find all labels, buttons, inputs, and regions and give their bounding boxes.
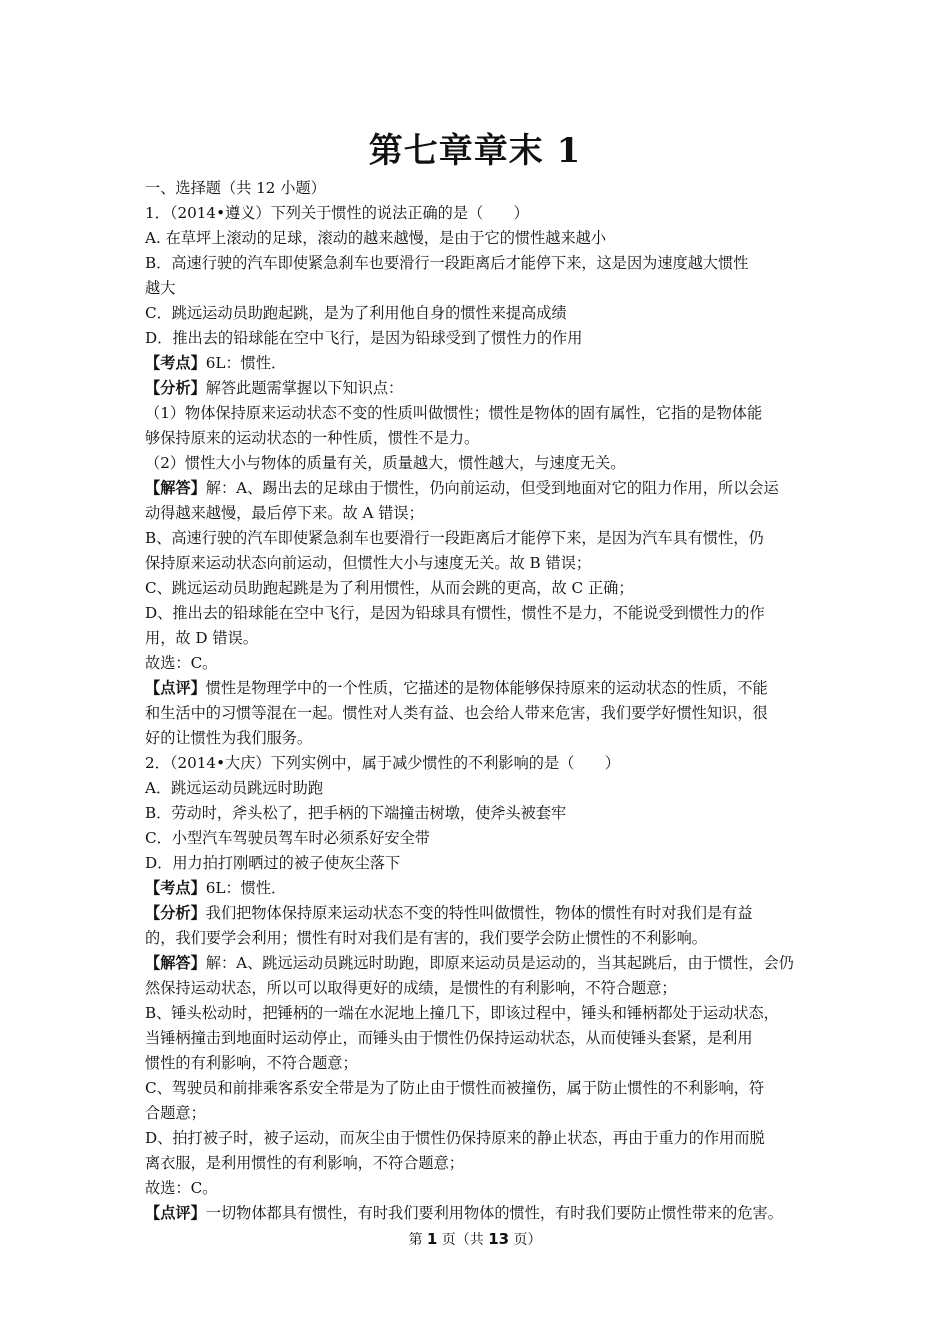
kaodian-text: 6L：惯性． <box>205 879 287 897</box>
question-1-jieda-line: 保持原来运动状态向前运动，但惯性大小与速度无关。故 B 错误； <box>145 554 592 572</box>
question-2-fenxi <box>145 901 813 926</box>
fenxi-text: 我们把物体保持原来运动状态不变的特性叫做惯性，物体的惯性有时对我们是有益 <box>205 904 753 922</box>
document-body <box>145 176 813 1226</box>
question-2-jieda-line: C、驾驶员和前排乘客系安全带是为了防止由于惯性而被撞伤，属于防止惯性的不利影响，符 <box>145 1079 765 1097</box>
question-1-answer: 故选：C。 <box>145 654 218 672</box>
kaodian-text: 6L：惯性． <box>205 354 287 372</box>
question-2-jieda-line: 然保持运动状态，所以可以取得更好的成绩，是惯性的有利影响，不符合题意； <box>145 979 677 997</box>
question-2-option-c: C．小型汽车驾驶员驾车时必须系好安全带 <box>145 829 430 847</box>
question-1-jieda-line: C、跳远运动员助跑起跳是为了利用惯性，从而会跳的更高，故 C 正确； <box>145 579 634 597</box>
question-1-dianping-line: 好的让惯性为我们服务。 <box>145 729 313 747</box>
jieda-tag: 【解答】 <box>145 954 206 972</box>
dianping-text: 一切物体都具有惯性，有时我们要利用物体的惯性，有时我们要防止惯性带来的危害。 <box>205 1204 783 1222</box>
fenxi-tag: 【分析】 <box>145 379 206 397</box>
fenxi-tag: 【分析】 <box>145 904 206 922</box>
current-page-number: 1 <box>426 1230 438 1248</box>
question-2-jieda-line: 离衣服，是利用惯性的有利影响，不符合题意； <box>145 1154 464 1172</box>
question-1-jieda-line: D、推出去的铅球能在空中飞行，是因为铅球具有惯性，惯性不是力，不能说受到惯性力的作 <box>145 604 765 622</box>
question-1-jieda <box>145 476 813 501</box>
question-1-jieda-line: B、高速行驶的汽车即使紧急刹车也要滑行一段距离后才能停下来，是因为汽车具有惯性，仍 <box>145 529 764 547</box>
question-1-option-a: A. 在草坪上滚动的足球，滚动的越来越慢，是由于它的惯性越来越小 <box>145 229 607 247</box>
document-title: 第七章章末 1 <box>368 131 582 171</box>
dianping-text: 惯性是物理学中的一个性质，它描述的是物体能够保持原来的运动状态的性质，不能 <box>205 679 768 697</box>
dianping-tag: 【点评】 <box>145 1204 206 1222</box>
section-heading: 一、选择题（共 12 小题） <box>145 179 326 197</box>
question-1-fenxi-line: 够保持原来的运动状态的一种性质，惯性不是力。 <box>145 429 480 447</box>
question-2-jieda-line: 当锤柄撞击到地面时运动停止，而锤头由于惯性仍保持运动状态，从而使锤头套紧，是利用 <box>145 1029 753 1047</box>
question-2-option-a: A．跳远运动员跳远时助跑 <box>145 779 324 797</box>
question-2-jieda <box>145 951 813 976</box>
question-2-option-d: D．用力拍打刚晒过的被子使灰尘落下 <box>145 854 401 872</box>
question-2-fenxi-line: 的，我们要学会利用；惯性有时对我们是有害的，我们要学会防止惯性的不利影响。 <box>145 929 707 947</box>
footer-prefix: 第 <box>408 1232 427 1248</box>
jieda-text: 解：A、跳远运动员跳远时助跑，即原来运动员是运动的，当其起跳后，由于惯性，会仍 <box>205 954 794 972</box>
jieda-text: 解：A、踢出去的足球由于惯性，仍向前运动，但受到地面对它的阻力作用，所以会运 <box>205 479 779 497</box>
question-2-kaodian <box>145 876 813 901</box>
question-2-jieda-line: 惯性的有利影响，不符合题意； <box>145 1054 358 1072</box>
kaodian-tag: 【考点】 <box>145 354 206 372</box>
question-2-answer: 故选：C。 <box>145 1179 218 1197</box>
question-1-dianping-line: 和生活中的习惯等混在一起。惯性对人类有益、也会给人带来危害，我们要学好惯性知识，很 <box>145 704 768 722</box>
dianping-tag: 【点评】 <box>145 679 206 697</box>
question-2-stem: 2．（2014•大庆）下列实例中，属于减少惯性的不利影响的是（ ） <box>145 754 620 772</box>
total-page-count: 13 <box>488 1230 510 1248</box>
question-2-jieda-line: B、锤头松动时，把锤柄的一端在水泥地上撞几下，即该过程中，锤头和锤柄都处于运动状态， <box>145 1004 779 1022</box>
question-1-dianping <box>145 676 813 701</box>
question-1-option-b: B．高速行驶的汽车即使紧急刹车也要滑行一段距离后才能停下来，这是因为速度越大惯性 <box>145 254 749 272</box>
footer-middle: 页（共 <box>437 1232 489 1248</box>
question-1-option-d: D．推出去的铅球能在空中飞行，是因为铅球受到了惯性力的作用 <box>145 329 583 347</box>
question-1-kaodian <box>145 351 813 376</box>
question-1-jieda-line: 用，故 D 错误。 <box>145 629 258 647</box>
question-2-jieda-line: D、拍打被子时，被子运动，而灰尘由于惯性仍保持原来的静止状态，再由于重力的作用而脱 <box>145 1129 765 1147</box>
question-1-jieda-line: 动得越来越慢，最后停下来。故 A 错误； <box>145 504 424 522</box>
question-1-fenxi <box>145 376 813 401</box>
footer-suffix: 页） <box>509 1232 542 1248</box>
question-1-fenxi-line: （1）物体保持原来运动状态不变的性质叫做惯性；惯性是物体的固有属性，它指的是物体能 <box>145 404 763 422</box>
question-1-fenxi-line: （2）惯性大小与物体的质量有关，质量越大，惯性越大，与速度无关。 <box>145 454 626 472</box>
fenxi-text: 解答此题需掌握以下知识点： <box>205 379 404 397</box>
question-2-option-b: B．劳动时，斧头松了，把手柄的下端撞击树墩，使斧头被套牢 <box>145 804 567 822</box>
kaodian-tag: 【考点】 <box>145 879 206 897</box>
question-1-option-c: C．跳远运动员助跑起跳，是为了利用他自身的惯性来提高成绩 <box>145 304 567 322</box>
page-footer <box>0 1226 950 1253</box>
question-1-option-b-cont: 越大 <box>145 279 176 297</box>
question-2-jieda-line: 合题意； <box>145 1104 206 1122</box>
question-1-stem: 1．（2014•遵义）下列关于惯性的说法正确的是（ ） <box>145 204 529 222</box>
question-2-dianping <box>145 1201 813 1226</box>
jieda-tag: 【解答】 <box>145 479 206 497</box>
